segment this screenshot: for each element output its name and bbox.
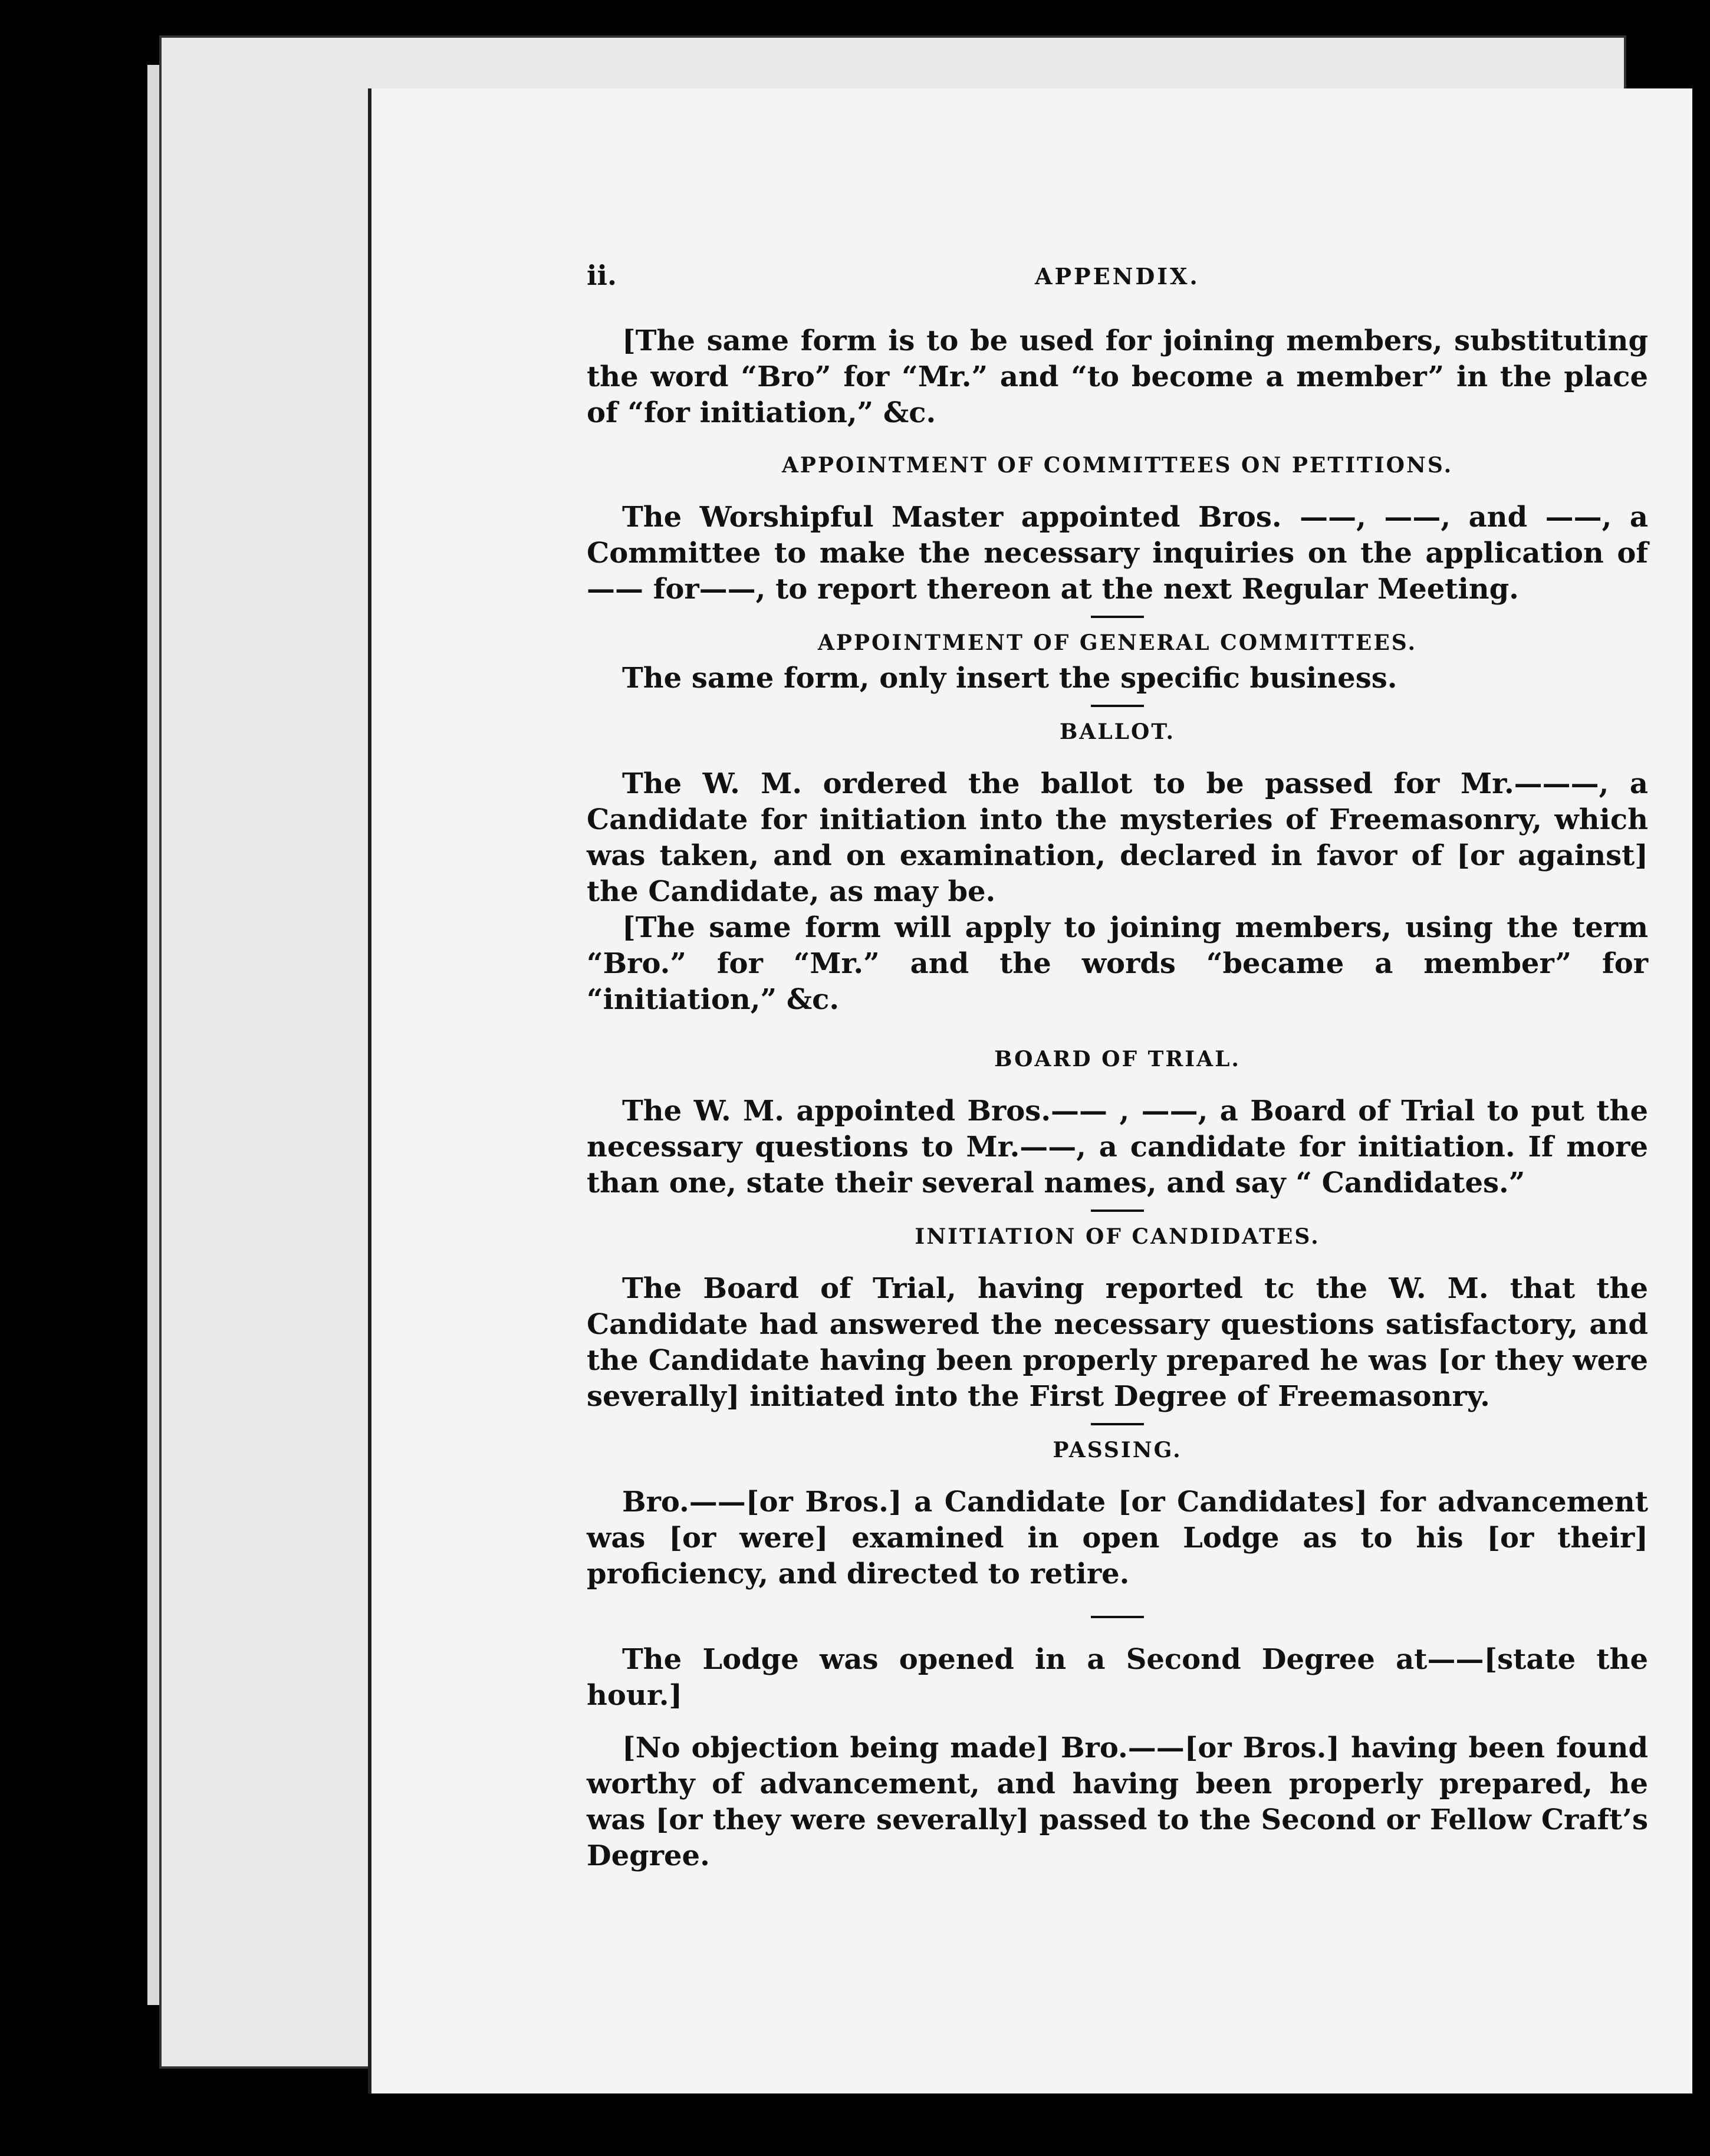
- paragraph-joining-members-form: [The same form is to be used for joining members, substituting the word “Bro” for “Mr.” and “to become a member” in the place of “for initiation,” &c.: [587, 324, 1648, 429]
- running-head: [587, 259, 1648, 307]
- running-title: APPENDIX.: [1035, 263, 1200, 290]
- section-rule: [1091, 1423, 1144, 1425]
- paragraph-passing: Bro.——[or Bros.] a Candidate [or Candidates] for advancement was [or were] examined in open Lodge as to his [or their] proficiency, and directed to retire.: [587, 1485, 1648, 1590]
- page-number: ii.: [587, 259, 617, 291]
- section-rule: [1091, 616, 1144, 618]
- heading-general-committees: APPOINTMENT OF GENERAL COMMITTEES.: [817, 630, 1418, 655]
- page-content: [587, 259, 1648, 1874]
- paragraph-board-of-trial: The W. M. appointed Bros.—— , ——, a Board of Trial to put the necessary questions to Mr.——, a candidate for initiation. If more than one, state their several names, and say “ Candidates.”: [587, 1095, 1648, 1199]
- paragraph-committees-on-petitions: The Worshipful Master appointed Bros. ——, ——, and ——, a Committee to make the necessary inquiries on the application of—— for——, to report thereon at the next Regular Meeting.: [587, 501, 1648, 606]
- paragraph-general-committees: The same form, only insert the specific business.: [622, 662, 1397, 695]
- paragraph-passed-to-second-degree: [No objection being made] Bro.——[or Bros.] having been found worthy of advancement, and having been properly prepared, he was [or they were severally] passed to the Second or Fellow Craft’s Degree.: [587, 1731, 1648, 1872]
- paragraph-ballot: The W. M. ordered the ballot to be passed for Mr.———, a Candidate for initiation into the mysteries of Freemasonry, which was taken, and on examination, declared in favor of [or against] the Candidate, as may be.: [587, 767, 1648, 908]
- section-rule: [1091, 705, 1144, 707]
- heading-ballot: BALLOT.: [1059, 719, 1176, 744]
- heading-committees-on-petitions: APPOINTMENT OF COMMITTEES ON PETITIONS.: [781, 453, 1454, 478]
- heading-passing: PASSING.: [1053, 1438, 1182, 1462]
- section-rule: [1091, 1210, 1144, 1212]
- paragraph-ballot-joining: [The same form will apply to joining members, using the term “Bro.” for “Mr.” and the words “became a member” for “initiation,” &c.: [587, 911, 1648, 1016]
- paragraph-second-degree-opened: The Lodge was opened in a Second Degree at——[state the hour.]: [587, 1643, 1648, 1712]
- heading-initiation: INITIATION OF CANDIDATES.: [915, 1224, 1320, 1249]
- heading-board-of-trial: BOARD OF TRIAL.: [994, 1047, 1241, 1072]
- paragraph-initiation: The Board of Trial, having reported tc the W. M. that the Candidate had answered the necessary questions satisfactory, and the Candidate having been properly prepared he was [or they were severally] initiated into the First Degree of Freemasonry.: [587, 1272, 1648, 1413]
- section-rule: [1091, 1616, 1144, 1618]
